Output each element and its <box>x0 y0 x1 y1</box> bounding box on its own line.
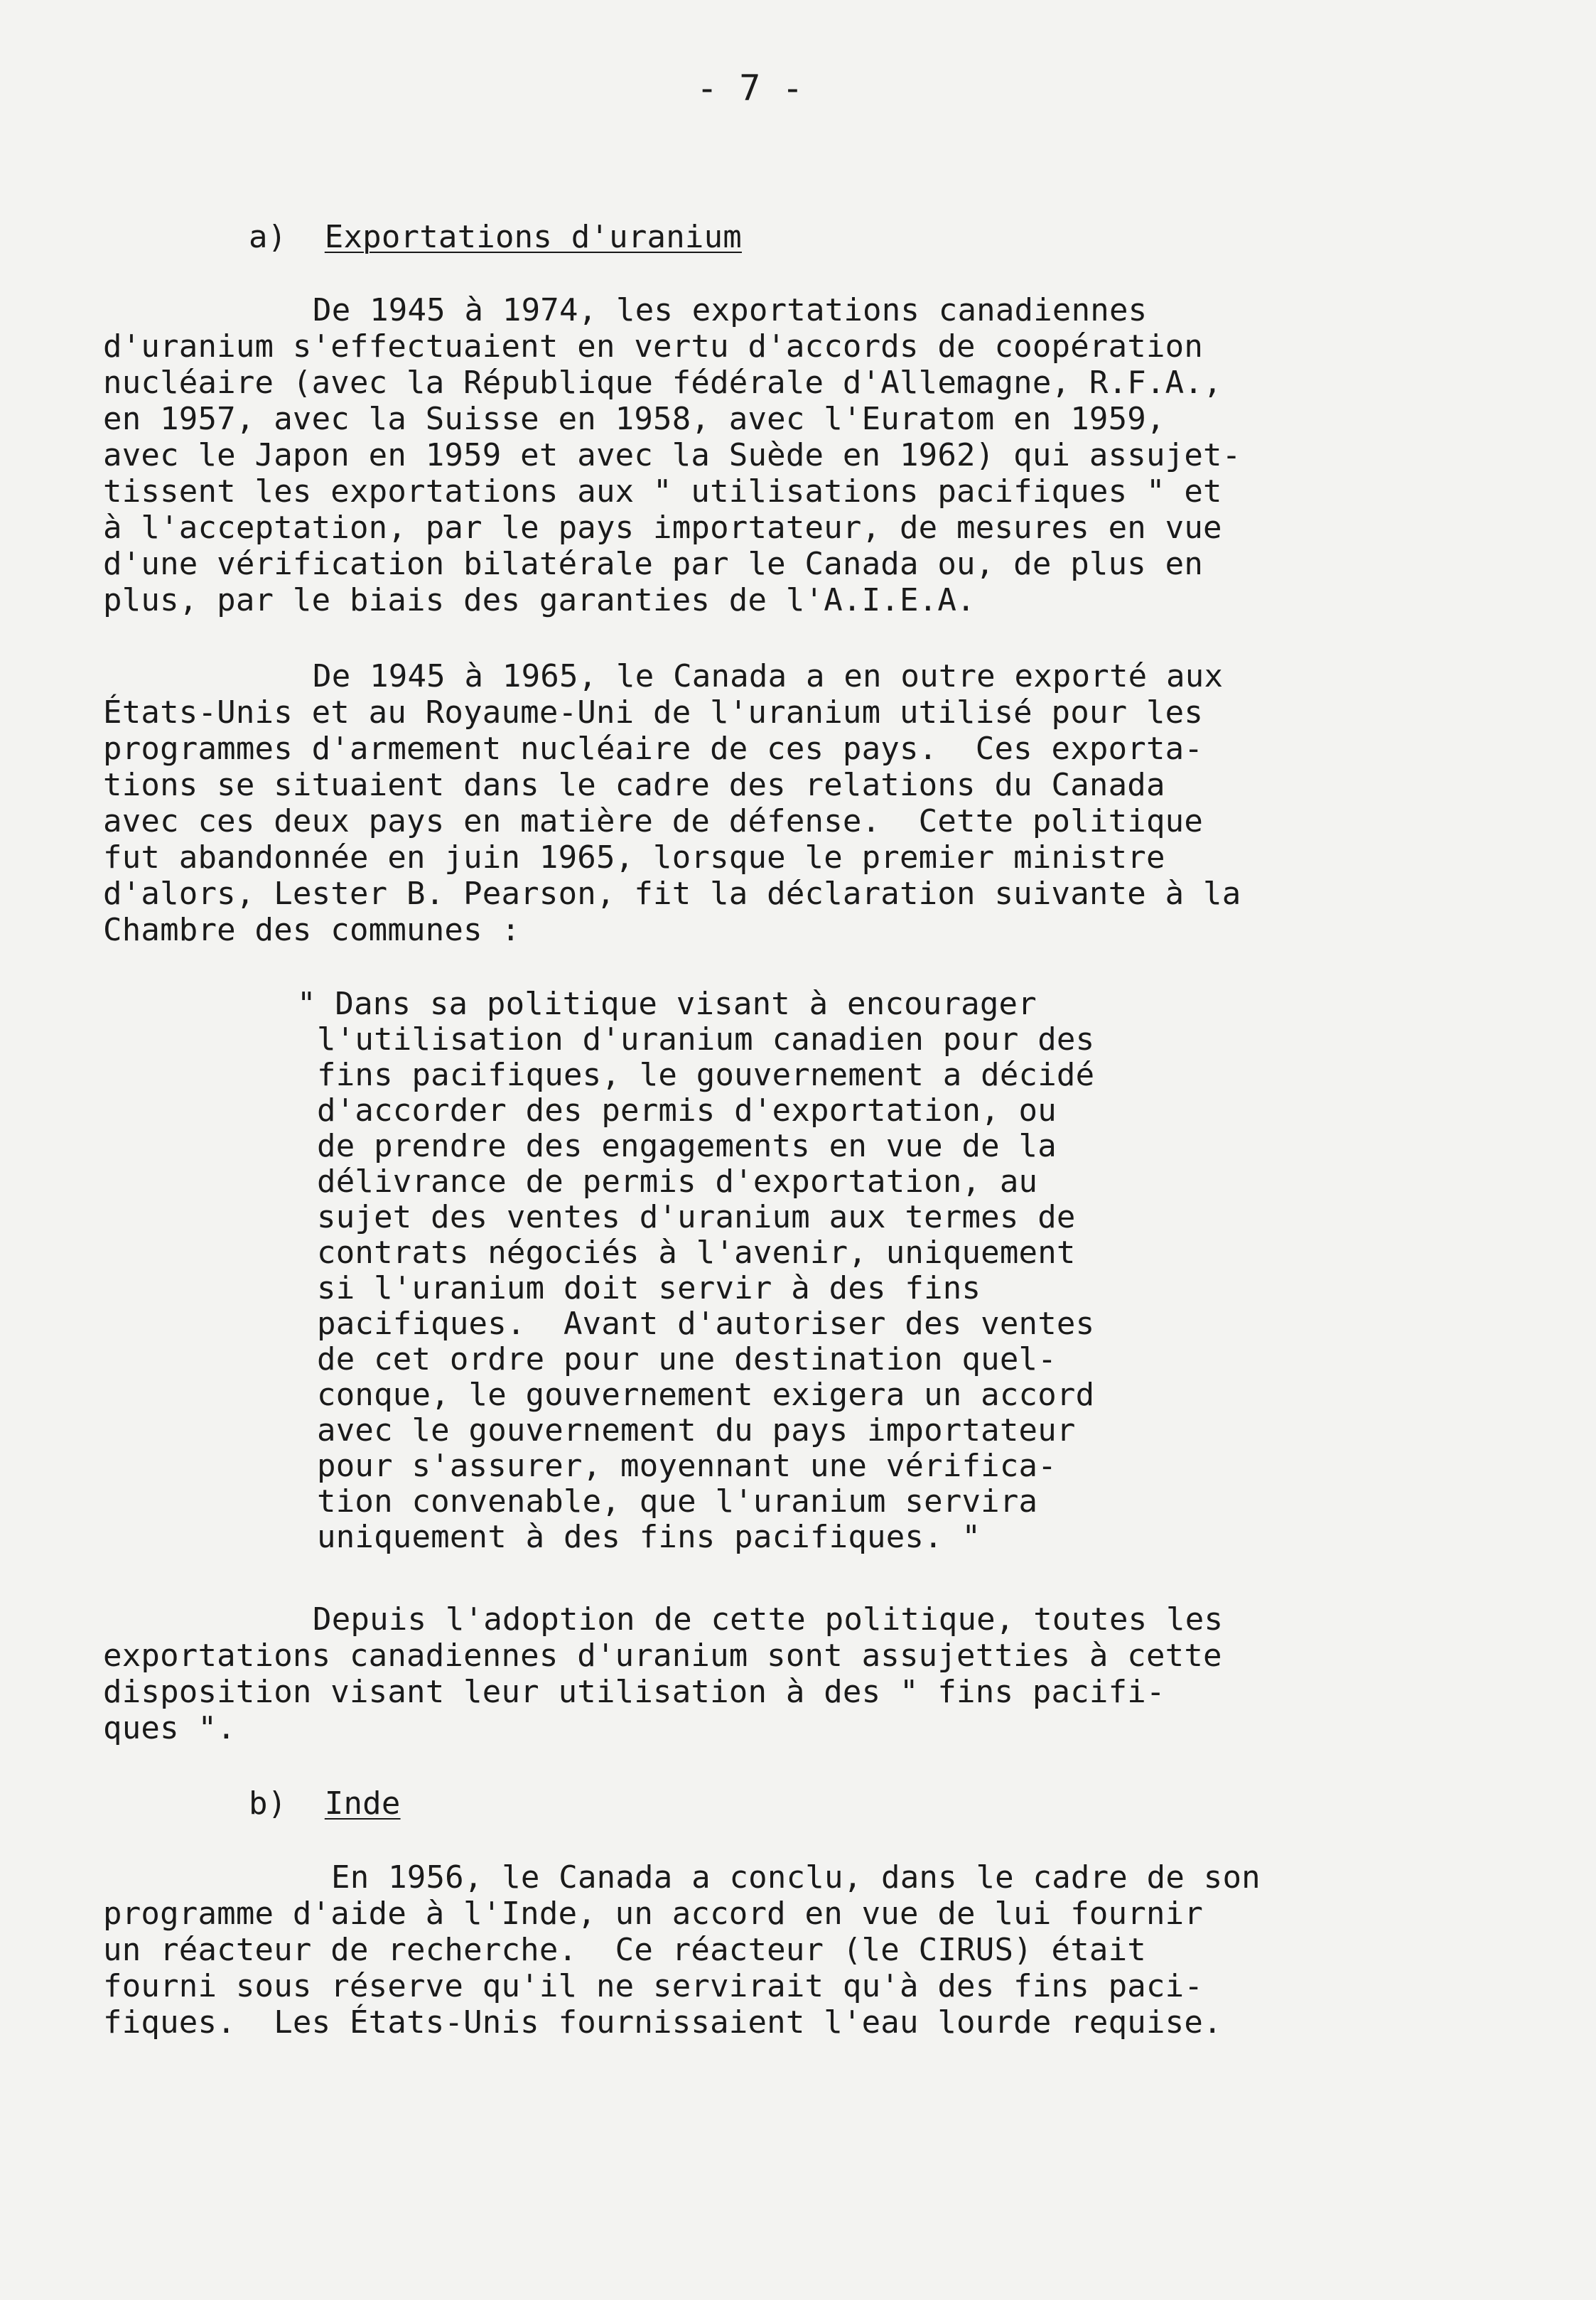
text-line: Chambre des communes : <box>103 912 521 948</box>
text-line: d'uranium s'effectuaient en vertu d'accords de coopération <box>103 328 1204 365</box>
quote-line: d'accorder des permis d'exportation, ou <box>317 1092 1057 1129</box>
text-line: un réacteur de recherche. Ce réacteur (le CIRUS) était <box>103 1932 1146 1968</box>
text-line: De 1945 à 1974, les exportations canadiennes <box>313 292 1148 328</box>
quote-line: " Dans sa politique visant à encourager <box>297 986 1037 1022</box>
text-line: programme d'aide à l'Inde, un accord en vue de lui fournir <box>103 1896 1204 1932</box>
text-line: programmes d'armement nucléaire de ces pays. Ces exporta- <box>103 731 1204 767</box>
text-line: à l'acceptation, par le pays importateur, de mesures en vue <box>103 510 1222 546</box>
text-line: De 1945 à 1965, le Canada a en outre exporté aux <box>313 658 1224 694</box>
text-line: en 1957, avec la Suisse en 1958, avec l'Euratom en 1959, <box>103 401 1165 437</box>
text-line: plus, par le biais des garanties de l'A.I.E.A. <box>103 582 976 618</box>
text-line: Depuis l'adoption de cette politique, toutes les <box>313 1601 1224 1638</box>
section-b-prefix: b) <box>249 1785 287 1822</box>
quote-line: de cet ordre pour une destination quel- <box>317 1341 1057 1377</box>
quote-line: tion convenable, que l'uranium servira <box>317 1483 1038 1520</box>
text-line: d'une vérification bilatérale par le Canada ou, de plus en <box>103 546 1204 582</box>
quote-line: pour s'assurer, moyennant une vérifica- <box>317 1448 1057 1484</box>
text-line: fiques. Les États-Unis fournissaient l'eau lourde requise. <box>103 2004 1222 2041</box>
section-a-heading <box>249 219 742 256</box>
section-a-prefix: a) <box>249 219 287 255</box>
quote-line: uniquement à des fins pacifiques. " <box>317 1519 981 1555</box>
text-line: En 1956, le Canada a conclu, dans le cadre de son <box>331 1859 1261 1896</box>
quote-line: de prendre des engagements en vue de la <box>317 1128 1057 1164</box>
section-a-title: Exportations d'uranium <box>324 219 742 255</box>
text-line: avec le Japon en 1959 et avec la Suède en 1962) qui assujet- <box>103 437 1241 473</box>
text-line: d'alors, Lester B. Pearson, fit la déclaration suivante à la <box>103 876 1241 912</box>
text-line: fourni sous réserve qu'il ne servirait qu'à des fins paci- <box>103 1968 1204 2004</box>
quote-line: l'utilisation d'uranium canadien pour des <box>317 1021 1095 1058</box>
quote-line: conque, le gouvernement exigera un accord <box>317 1377 1095 1413</box>
quote-line: contrats négociés à l'avenir, uniquement <box>317 1235 1076 1271</box>
text-line: disposition visant leur utilisation à des " fins pacifi- <box>103 1674 1165 1710</box>
text-line: tions se situaient dans le cadre des relations du Canada <box>103 767 1165 803</box>
text-line: avec ces deux pays en matière de défense. Cette politique <box>103 803 1204 839</box>
quote-line: pacifiques. Avant d'autoriser des ventes <box>317 1306 1095 1342</box>
text-line: États-Unis et au Royaume-Uni de l'uranium utilisé pour les <box>103 694 1204 731</box>
text-line: fut abandonnée en juin 1965, lorsque le premier ministre <box>103 839 1165 876</box>
section-b-heading <box>249 1785 401 1822</box>
quote-line: délivrance de permis d'exportation, au <box>317 1164 1038 1200</box>
quote-line: fins pacifiques, le gouvernement a décidé <box>317 1057 1095 1093</box>
page-number: - 7 - <box>696 68 804 109</box>
section-b-title: Inde <box>324 1785 401 1822</box>
text-line: tissent les exportations aux " utilisations pacifiques " et <box>103 473 1222 510</box>
text-line: nucléaire (avec la République fédérale d'Allemagne, R.F.A., <box>103 365 1222 401</box>
text-line: ques ". <box>103 1710 236 1746</box>
text-line: exportations canadiennes d'uranium sont assujetties à cette <box>103 1638 1222 1674</box>
quote-line: sujet des ventes d'uranium aux termes de <box>317 1199 1076 1235</box>
quote-line: avec le gouvernement du pays importateur <box>317 1412 1076 1449</box>
quote-line: si l'uranium doit servir à des fins <box>317 1270 981 1306</box>
